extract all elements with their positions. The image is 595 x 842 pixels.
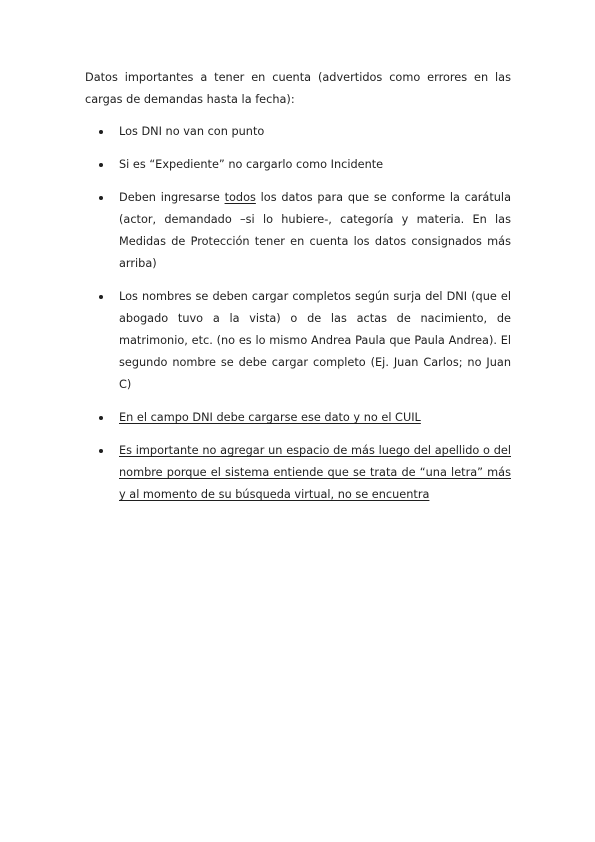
list-item (85, 187, 511, 275)
bullet-list (85, 121, 511, 506)
document-content (85, 67, 511, 517)
bullet-icon (99, 449, 103, 453)
bullet-icon (99, 163, 103, 167)
list-item-text-underlined: Es importante no agregar un espacio de más luego del apellido o del nombre porque el sistema entiende que se trata de “una letra” más y al momento de su búsqueda virtual, no se encuentra (119, 444, 511, 501)
list-item-text: Los DNI no van con punto (119, 125, 265, 138)
bullet-icon (99, 196, 103, 200)
list-item (85, 121, 511, 143)
list-item-text-underlined: En el campo DNI debe cargarse ese dato y no el CUIL (119, 411, 421, 424)
list-item (85, 407, 511, 429)
bullet-icon (99, 295, 103, 299)
list-item-text: Los nombres se deben cargar completos según surja del DNI (que el abogado tuvo a la vista) o de las actas de nacimiento, de matrimonio, etc. (no es lo mismo Andrea Paula que Paula Andrea). El segundo nombre se debe cargar completo (Ej. Juan Carlos; no Juan C) (119, 290, 511, 391)
list-item-text: Si es “Expediente” no cargarlo como Incidente (119, 158, 384, 171)
bullet-icon (99, 130, 103, 134)
bullet-icon (99, 416, 103, 420)
list-item-emphasis: todos (224, 191, 256, 204)
list-item-text-before: Deben ingresarse (119, 191, 225, 204)
list-item (85, 154, 511, 176)
list-item-text-after: los datos para que se conforme la carátula (actor, demandado –si lo hubiere-, categoría y materia. En las Medidas de Protección tener en cuenta los datos consignados más arriba) (119, 191, 511, 270)
intro-paragraph: Datos importantes a tener en cuenta (advertidos como errores en las cargas de demandas hasta la fecha): (85, 71, 511, 106)
list-item (85, 440, 511, 506)
list-item (85, 286, 511, 396)
